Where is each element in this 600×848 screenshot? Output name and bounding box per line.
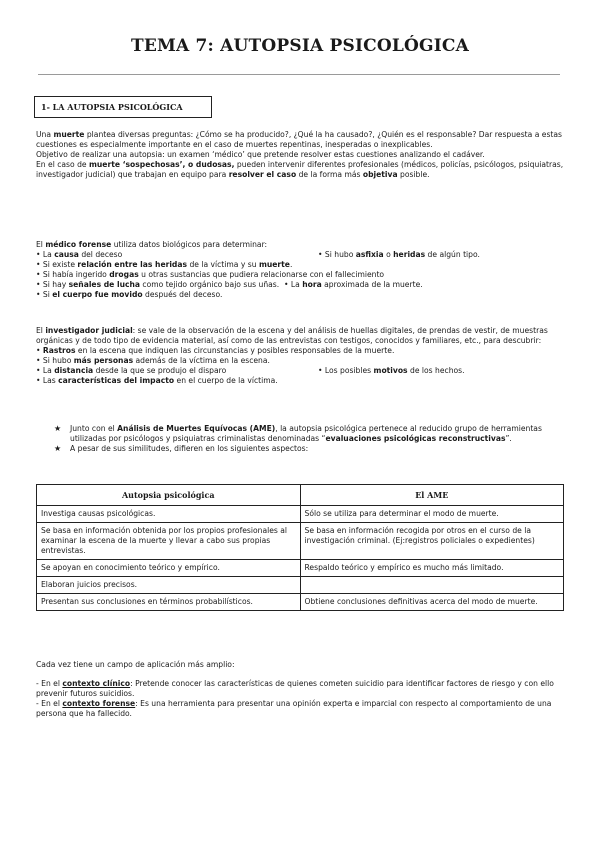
table-row [37, 594, 564, 611]
table-row [37, 560, 564, 577]
comparison-table [36, 484, 564, 611]
table-row [37, 523, 564, 560]
judicial-lead: El investigador judicial: se vale de la observación de la escena y del análisis de huellas digitales, de prendas de vestir, de muestras orgánicas y de todo tipo de evidencia material, así como de las entrevistas con testigos, conocidos y familiares, etc., para descubrir: [36, 326, 548, 345]
list-item: • Si hubo más personas además de la víctima en la escena. [36, 356, 566, 366]
list-item: • La causa del deceso • Si hubo asfixia o heridas de algún tipo. [36, 250, 566, 260]
objective-paragraph: Objetivo de realizar una autopsia: un examen ‘médico’ que pretende resolver estas cuestiones analizando el cadáver. [36, 150, 485, 159]
table-cell: Respaldo teórico y empírico es mucho más limitado. [300, 560, 564, 577]
forensic-context: - En el contexto forense: Es una herramienta para presentar una opinión experta e imparcial con respecto al comportamiento de una persona que ha fallecido. [36, 699, 552, 718]
table-cell [300, 577, 564, 594]
list-item: • Si hay señales de lucha como tejido orgánico bajo sus uñas. • La hora aproximada de la muerte. [36, 280, 566, 290]
clinical-context: - En el contexto clínico: Pretende conocer las características de quienes cometen suicidio para identificar factores de riesgo y con ello prevenir futuros suicidios. [36, 679, 554, 698]
column-header: El AME [300, 485, 564, 506]
star-icon: ★ [54, 424, 62, 433]
table-cell: Se apoyan en conocimiento teórico y empírico. [37, 560, 301, 577]
intro-block [36, 130, 566, 180]
closing-lead: Cada vez tiene un campo de aplicación más amplio: [36, 660, 235, 669]
table-row [37, 577, 564, 594]
list-item: • Si el cuerpo fue movido después del deceso. [36, 290, 566, 300]
list-item: • Si había ingerido drogas u otras sustancias que pudiera relacionarse con el fallecimiento [36, 270, 566, 280]
table-cell: Sólo se utiliza para determinar el modo de muerte. [300, 506, 564, 523]
list-item: ★ A pesar de sus similitudes, difieren en los siguientes aspectos: [54, 444, 309, 453]
suspicious-death-paragraph: En el caso de muerte ‘sospechosas’, o dudosas, pueden intervenir diferentes profesionales (médicos, policías, psicólogos, psiquiatras, investigador judicial) que trabajan en equipo para resolver el caso de la forma más objetiva posible. [36, 160, 564, 179]
closing-block [36, 660, 566, 719]
forensic-lead: El médico forense utiliza datos biológicos para determinar: [36, 240, 268, 249]
list-item: • Si existe relación entre las heridas de la víctima y su muerte. [36, 260, 566, 270]
table-cell: Presentan sus conclusiones en términos probabilísticos. [37, 594, 301, 611]
page-title: TEMA 7: AUTOPSIA PSICOLÓGICA [130, 36, 470, 56]
table-cell: Se basa en información obtenida por los propios profesionales al examinar la escena de la muerte y llevar a cabo sus propias entrevistas. [37, 523, 301, 560]
table-cell: Obtiene conclusiones definitivas acerca del modo de muerte. [300, 594, 564, 611]
table-header [37, 485, 564, 506]
list-item: • Las características del impacto en el cuerpo de la víctima. [36, 376, 566, 386]
intro-paragraph: Una muerte plantea diversas preguntas: ¿Cómo se ha producido?, ¿Qué la ha causado?, ¿Quién es el responsable? Dar respuesta a estas cuestiones es especialmente importante en el caso de muertes repentinas, inesperadas o inexplicables. [36, 130, 562, 149]
list-item: • La distancia desde la que se produjo el disparo • Los posibles motivos de los hechos. [36, 366, 566, 376]
section-heading: 1- LA AUTOPSIA PSICOLÓGICA [34, 96, 212, 118]
list-item: • Rastros en la escena que indiquen las circunstancias y posibles responsables de la muerte. [36, 346, 566, 356]
judicial-block [36, 326, 566, 386]
table-cell: Se basa en información recogida por otros en el curso de la investigación criminal. (Ej:registros policiales o expedientes) [300, 523, 564, 560]
title-divider [38, 74, 560, 75]
star-list [54, 424, 562, 454]
table-row [37, 506, 564, 523]
forensic-block [36, 240, 566, 300]
table-cell: Investiga causas psicológicas. [37, 506, 301, 523]
list-item: ★ Junto con el Análisis de Muertes Equívocas (AME), la autopsia psicológica pertenece al reducido grupo de herramientas utilizadas por psicólogos y psiquiatras criminalistas denominadas “evaluaciones psicológicas reconstructivas”. [54, 424, 542, 443]
column-header: Autopsia psicológica [37, 485, 301, 506]
star-icon: ★ [54, 444, 62, 453]
table-cell: Elaboran juicios precisos. [37, 577, 301, 594]
